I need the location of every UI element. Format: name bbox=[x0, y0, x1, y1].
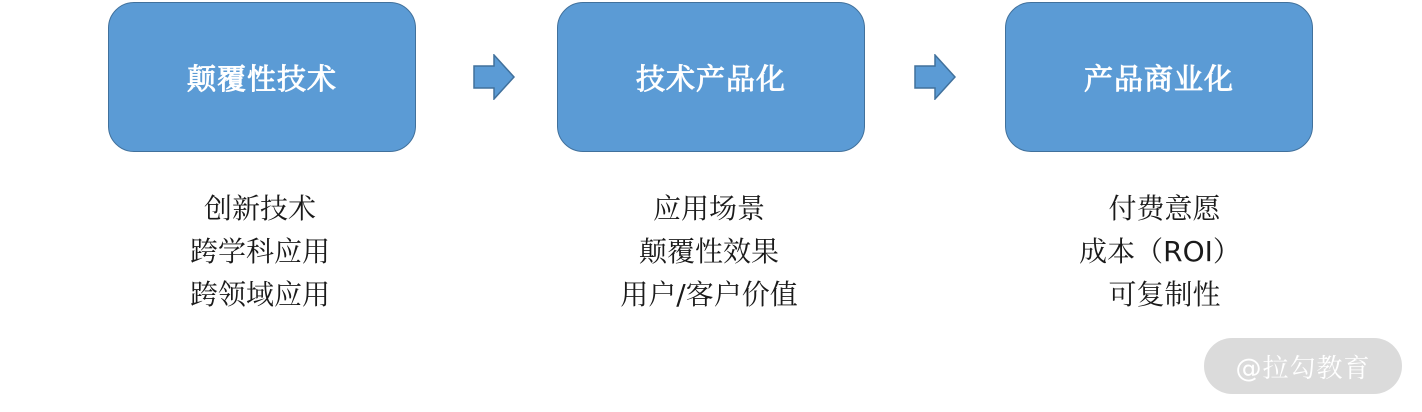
stage-details-disruptive-tech bbox=[90, 187, 430, 316]
stage-title: 技术产品化 bbox=[635, 61, 786, 96]
detail-item: 跨学科应用 bbox=[189, 235, 330, 268]
stage-box-disruptive-tech bbox=[108, 2, 416, 152]
right-arrow-icon bbox=[914, 54, 956, 100]
stage-details-commercialization bbox=[990, 187, 1330, 316]
watermark-badge bbox=[1204, 338, 1402, 394]
detail-item: 颠覆性效果 bbox=[638, 235, 779, 268]
detail-item: 应用场景 bbox=[652, 192, 765, 225]
stage-box-commercialization bbox=[1005, 2, 1313, 152]
detail-item: 可复制性 bbox=[1099, 278, 1221, 311]
right-arrow-icon bbox=[473, 54, 515, 100]
detail-item: 跨领域应用 bbox=[189, 278, 330, 311]
detail-item: 成本（ROI） bbox=[1079, 235, 1241, 268]
detail-item: 创新技术 bbox=[203, 192, 316, 225]
detail-item: 用户/客户价值 bbox=[620, 278, 798, 311]
detail-item: 付费意愿 bbox=[1099, 192, 1221, 225]
stage-title: 颠覆性技术 bbox=[186, 61, 337, 96]
watermark-text: @拉勾教育 bbox=[1235, 353, 1371, 384]
stage-box-productization bbox=[557, 2, 865, 152]
stage-details-productization bbox=[539, 187, 879, 316]
stage-title: 产品商业化 bbox=[1083, 61, 1234, 96]
